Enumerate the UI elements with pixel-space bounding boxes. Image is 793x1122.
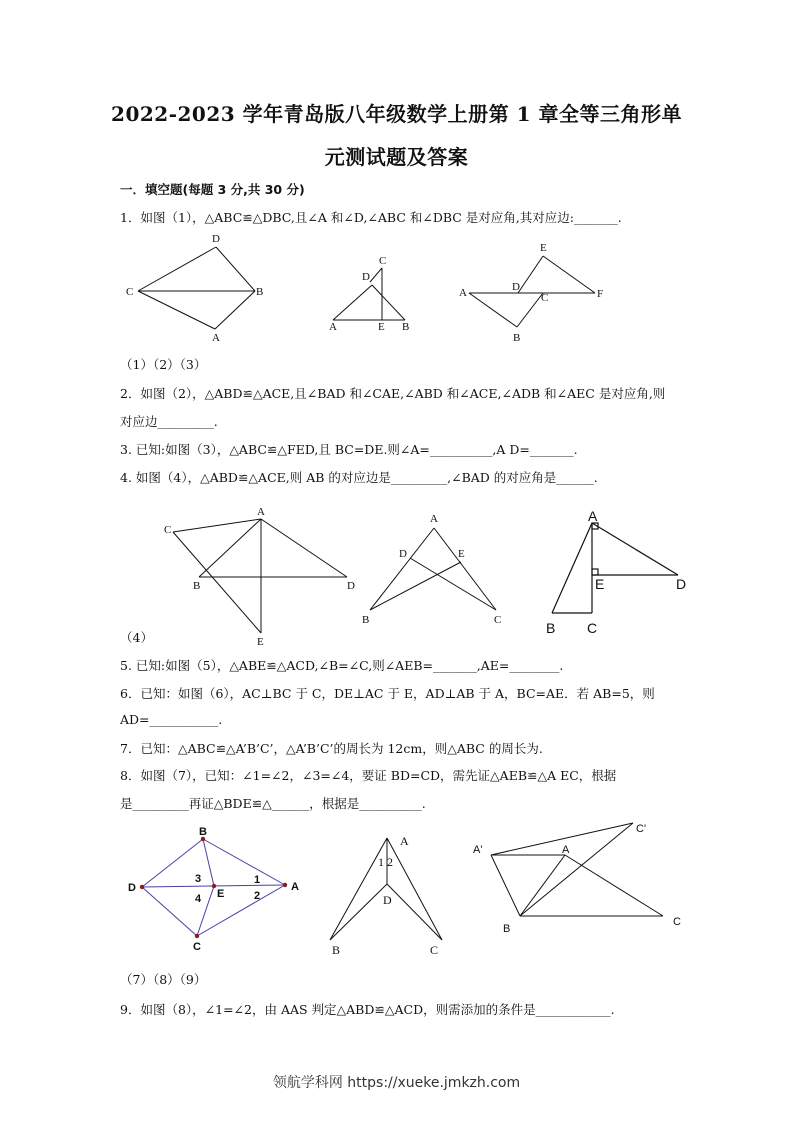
fig4-label-d: D [347,580,355,592]
question-9: 9．如图（8），∠1=∠2，由 AAS 判定△ABD≌△ACD，则需添加的条件是____________. [120,1002,615,1017]
fig2-label-b: B [402,321,410,333]
fig7-angle-2: 2 [254,890,261,902]
figure-1 [120,230,270,345]
figure-3 [455,238,615,346]
fig8-angles-1-2: 1 2 [378,855,393,869]
fig1-label-d: D [212,233,220,245]
question-7: 7．已知：△ABC≌△A’B’C’，△A’B’C’的周长为 12cm，则△ABC 的周长为. [120,741,543,756]
fig7-label-b: B [199,826,207,838]
question-4: 4. 如图（4），△ABD≌△ACE,则 AB 的对应边是_________,∠BAD 的对应角是______. [120,470,598,485]
fig7-angle-1: 1 [254,874,261,886]
fig1-label-a: A [212,332,220,344]
figure-caption-7-9: （7）（8）（9） [120,972,207,987]
fig7-label-c: C [193,941,201,953]
fig2-label-d: D [362,271,370,283]
question-6-line1: 6．已知：如图（6），AC⊥BC 于 C，DE⊥AC 于 E，AD⊥AB 于 A，BC=AE．若 AB=5，则 [120,686,655,701]
fig2-label-e: E [378,321,385,333]
question-2-line1: 2．如图（2），△ABD≌△ACE,且∠BAD 和∠CAE,∠ABD 和∠ACE,∠ADB 和∠AEC 是对应角,则 [120,386,666,401]
doc-title-line2: 元测试题及答案 [324,145,469,169]
fig5-label-e: E [458,548,465,560]
fig2-label-c: C [379,255,387,267]
figure-7 [120,820,310,955]
question-6-line2: AD=___________. [120,712,223,727]
fig8-label-c: C [430,943,439,957]
fig6-label-a: A [588,508,598,524]
fig3-label-a: A [459,287,467,299]
footer-watermark: 领航学科网 https://xueke.jmkzh.com [272,1075,521,1091]
section-heading: 一．填空题(每题 3 分,共 30 分) [120,182,305,197]
fig4-label-a: A [257,506,265,518]
figure-6 [540,505,700,640]
fig5-label-c: C [494,614,502,626]
fig9-label-b: B [503,923,511,935]
figure-8 [320,830,450,960]
fig1-label-b: B [256,286,264,298]
fig4-label-c: C [164,524,172,536]
figure-caption-4: （4） [120,630,153,645]
figure-2 [325,250,420,335]
fig6-label-d: D [676,576,687,592]
question-1: 1．如图（1），△ABC≌△DBC,且∠A 和∠D,∠ABC 和∠DBC 是对应角,其对应边:_______. [120,210,622,225]
figure-9 [465,815,695,940]
fig5-label-d: D [399,548,407,560]
question-5: 5. 已知:如图（5），△ABE≌△ACD,∠B=∠C,则∠AEB=_______,AE=________. [120,658,564,673]
fig7-label-d: D [128,882,136,894]
fig4-label-e: E [257,636,264,648]
fig3-label-e: E [540,242,547,254]
question-2-line2: 对应边_________. [120,414,218,429]
fig3-label-f: F [597,288,604,300]
fig5-label-b: B [362,614,370,626]
fig8-label-b: B [332,943,341,957]
fig8-label-a: A [400,834,409,848]
question-8-line1: 8．如图（7），已知：∠1=∠2，∠3=∠4，要证 BD=CD，需先证△AEB≌△A EC，根据 [120,768,617,783]
fig3-label-b: B [513,332,521,344]
fig7-angle-4: 4 [195,893,202,905]
fig3-label-d: D [512,281,520,293]
fig9-label-a: A [562,844,570,856]
fig4-label-b: B [193,580,201,592]
fig9-label-c-prime: C' [636,823,647,835]
fig6-label-e: E [595,576,605,592]
fig6-label-b: B [546,620,556,636]
fig7-label-e: E [217,888,225,900]
figure-caption-1-3: （1）（2）（3） [120,357,207,372]
fig9-label-c: C [673,916,681,928]
fig9-label-a-prime: A' [473,844,483,856]
fig2-label-a: A [329,321,337,333]
fig3-label-c: C [541,292,549,304]
fig5-label-a: A [430,513,438,525]
fig1-label-c: C [126,286,134,298]
fig7-angle-3: 3 [195,873,202,885]
question-3: 3. 已知:如图（3），△ABC≌△FED,且 BC=DE.则∠A=__________,A D=_______. [120,442,578,457]
figure-5 [360,510,510,630]
fig7-label-a: A [291,881,299,893]
question-8-line2: 是_________再证△BDE≌△______，根据是__________. [120,796,426,811]
fig8-label-d: D [383,893,392,907]
doc-title-line1: 2022-2023 学年青岛版八年级数学上册第 1 章全等三角形单 [111,102,682,126]
fig6-label-c: C [587,620,598,636]
